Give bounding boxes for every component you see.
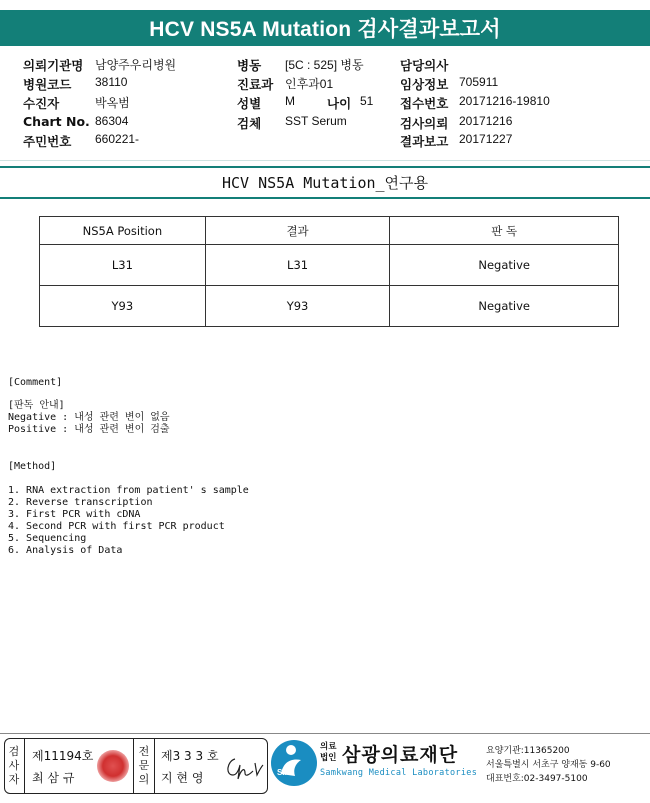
corp-type-line1: 의료 <box>320 742 337 752</box>
sex-label: 성별 <box>237 96 262 111</box>
hospital-code-value: 38110 <box>95 75 128 89</box>
clinical-info-label: 임상정보 <box>400 77 449 92</box>
specialist-license: 제3 3 3 호 <box>161 749 219 763</box>
guide-line-positive: Positive : 내성 관련 변이 검출 <box>8 424 170 435</box>
chart-no-label: Chart No. <box>23 114 90 129</box>
sml-logo-icon <box>271 740 317 786</box>
department-value: 인후과01 <box>285 77 334 91</box>
cell-result: Y93 <box>205 286 390 327</box>
table-header-row <box>40 217 619 245</box>
organization-address: 서울특별시 서초구 양재동 9-60 <box>486 760 611 770</box>
comment-heading: [Comment] <box>8 377 63 388</box>
ward-value: [5C : 525] 병동 <box>285 58 364 72</box>
subtitle-underline <box>0 197 650 199</box>
rrn-value: 660221- <box>95 132 140 146</box>
column-header-result: 결과 <box>205 217 390 245</box>
report-date-value: 20171227 <box>459 132 513 146</box>
tester-license: 제11194호 <box>32 749 94 763</box>
seal-stamp-icon <box>97 750 129 782</box>
specimen-label: 검체 <box>237 116 262 131</box>
clinical-info-value: 705911 <box>459 75 499 89</box>
age-label: 나이 <box>327 96 352 111</box>
corp-type-line2: 법인 <box>320 753 337 763</box>
section-divider <box>0 160 650 161</box>
patient-info-section <box>0 52 650 152</box>
ward-label: 병동 <box>237 58 262 73</box>
method-step: 5. Sequencing <box>8 533 87 544</box>
method-step: 2. Reverse transcription <box>8 497 153 508</box>
report-title: HCV NS5A Mutation 검사결과보고서 <box>149 18 501 41</box>
method-heading: [Method] <box>8 461 57 472</box>
signature-box <box>4 738 268 794</box>
institution-number: 요양기관:11365200 <box>486 746 570 756</box>
tester-name: 최 삼 규 <box>32 771 75 785</box>
column-header-position: NS5A Position <box>40 217 206 245</box>
table-row <box>40 245 619 286</box>
receipt-no-value: 20171216-19810 <box>459 94 550 108</box>
guide-heading: [판독 안내] <box>8 400 65 411</box>
age-value: 51 <box>360 94 374 108</box>
method-step: 4. Second PCR with first PCR product <box>8 521 225 532</box>
examinee-label: 수진자 <box>23 96 60 111</box>
column-header-interpretation: 판 독 <box>390 217 619 245</box>
receipt-no-label: 접수번호 <box>400 96 449 111</box>
section-divider-accent <box>0 166 650 168</box>
organization-name-en: Samkwang Medical Laboratories <box>320 768 478 778</box>
organization-phone: 대표번호:02-3497-5100 <box>486 774 588 784</box>
cell-result: L31 <box>205 245 390 286</box>
report-date-label: 결과보고 <box>400 134 449 149</box>
request-date-value: 20171216 <box>459 114 513 128</box>
cell-interpretation: Negative <box>390 245 619 286</box>
signature-icon <box>223 753 265 783</box>
examinee-value: 박옥범 <box>95 96 130 110</box>
specialist-vertical-label: 전 문 의 <box>138 745 150 786</box>
method-step: 3. First PCR with cDNA <box>8 509 141 520</box>
tester-vertical-label: 검 사 자 <box>8 745 20 786</box>
sex-value: M <box>285 94 295 108</box>
hospital-code-label: 병원코드 <box>23 77 72 92</box>
specimen-value: SST Serum <box>285 114 347 128</box>
logo-text: SML <box>277 768 294 777</box>
cell-position: L31 <box>40 245 206 286</box>
hospital-label: 의뢰기관명 <box>23 58 84 73</box>
report-subtitle: HCV NS5A Mutation_연구용 <box>221 174 429 192</box>
cell-position: Y93 <box>40 286 206 327</box>
doctor-label: 담당의사 <box>400 58 449 73</box>
request-date-label: 검사의뢰 <box>400 116 449 131</box>
guide-line-negative: Negative : 내성 관련 변이 없음 <box>8 412 170 423</box>
hospital-value: 남양주우리병원 <box>95 58 177 72</box>
organization-name: 삼광의료재단 <box>342 744 459 766</box>
table-row <box>40 286 619 327</box>
rrn-label: 주민번호 <box>23 134 72 149</box>
footer-divider <box>0 733 650 734</box>
department-label: 진료과 <box>237 77 274 92</box>
method-step: 1. RNA extraction from patient' s sample <box>8 485 249 496</box>
method-step: 6. Analysis of Data <box>8 545 123 556</box>
specialist-name: 지 현 영 <box>161 771 204 785</box>
chart-no-value: 86304 <box>95 114 129 128</box>
cell-interpretation: Negative <box>390 286 619 327</box>
report-title-bar <box>0 10 650 46</box>
results-table <box>39 216 619 327</box>
